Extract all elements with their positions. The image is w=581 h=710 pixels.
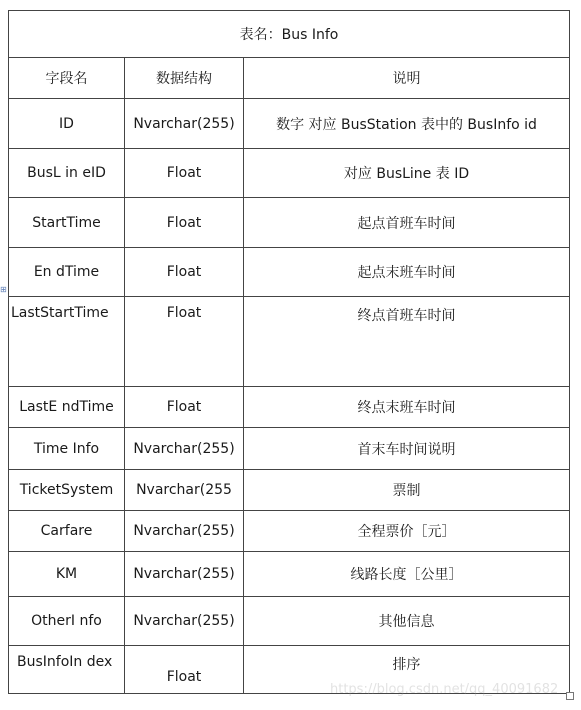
description-cell: 首末车时间说明	[244, 428, 570, 470]
data-type-cell: Nvarchar(255)	[125, 552, 244, 597]
description-cell: 数字 对应 BusStation 表中的 BusInfo id	[244, 99, 570, 149]
data-type-cell: Float	[125, 297, 244, 387]
description-cell: 终点末班车时间	[244, 387, 570, 428]
data-type-cell: Float	[125, 646, 244, 694]
table-title: 表名：Bus Info	[9, 11, 570, 58]
field-name-cell: TicketSystem	[9, 470, 125, 511]
data-type-cell: Nvarchar(255)	[125, 99, 244, 149]
field-name-cell: StartTime	[9, 198, 125, 248]
table-resize-handle[interactable]	[566, 692, 574, 700]
field-name-cell: Carfare	[9, 511, 125, 552]
table-row	[9, 470, 570, 511]
table-move-handle-icon[interactable]: ⊞	[0, 285, 7, 294]
table-row	[9, 99, 570, 149]
description-cell: 起点末班车时间	[244, 248, 570, 297]
description-cell: 起点首班车时间	[244, 198, 570, 248]
description-cell: 全程票价［元］	[244, 511, 570, 552]
field-name-cell: BusL in eID	[9, 149, 125, 198]
field-name-cell: BusInfoIn dex	[9, 646, 125, 694]
table-row	[9, 387, 570, 428]
header-description: 说明	[244, 58, 570, 99]
data-type-cell: Nvarchar(255	[125, 470, 244, 511]
header-field-name: 字段名	[9, 58, 125, 99]
table-row	[9, 552, 570, 597]
data-type-cell: Float	[125, 198, 244, 248]
data-type-cell: Float	[125, 149, 244, 198]
field-name-cell: En dTime	[9, 248, 125, 297]
data-type-cell: Nvarchar(255)	[125, 428, 244, 470]
description-cell: 排序	[244, 646, 570, 694]
field-name-cell: KM	[9, 552, 125, 597]
description-cell: 其他信息	[244, 597, 570, 646]
header-data-structure: 数据结构	[125, 58, 244, 99]
data-type-cell: Nvarchar(255)	[125, 597, 244, 646]
data-type-cell: Nvarchar(255)	[125, 511, 244, 552]
table-row	[9, 597, 570, 646]
field-name-cell: Time Info	[9, 428, 125, 470]
field-name-cell: ID	[9, 99, 125, 149]
data-type-cell: Float	[125, 248, 244, 297]
data-type-cell: Float	[125, 387, 244, 428]
field-name-cell: LastE ndTime	[9, 387, 125, 428]
table-row	[9, 149, 570, 198]
watermark: https://blog.csdn.net/qq_40091682	[330, 682, 559, 697]
field-name-cell: OtherI nfo	[9, 597, 125, 646]
table-row	[9, 511, 570, 552]
description-cell: 对应 BusLine 表 ID	[244, 149, 570, 198]
description-cell: 票制	[244, 470, 570, 511]
table-row	[9, 198, 570, 248]
description-cell: 线路长度［公里］	[244, 552, 570, 597]
table-row	[9, 297, 570, 387]
bus-info-table	[8, 10, 570, 694]
description-cell: 终点首班车时间	[244, 297, 570, 387]
table-row	[9, 428, 570, 470]
field-name-cell: LastStartTime	[9, 297, 125, 387]
table-row	[9, 248, 570, 297]
